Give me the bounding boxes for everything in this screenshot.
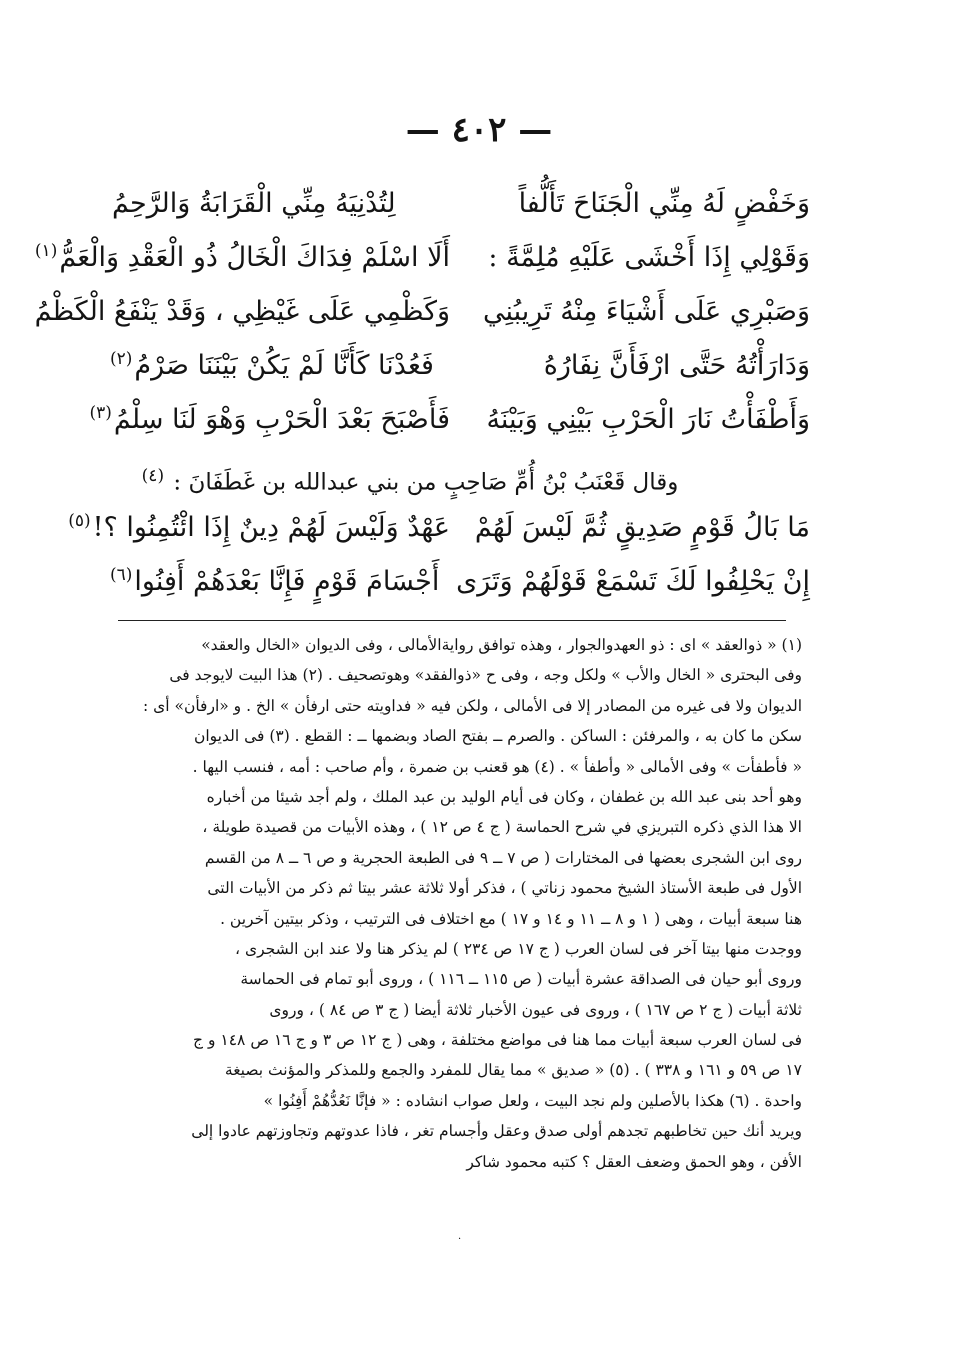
footnote-line: ثلاثة أبيات ( ج ٢ ص ١٦٧ ) ، وروى فى عيون الأخبار ثلاثة أيضا ( ج ٣ ص ٨٤ ) ، وروى <box>269 1000 802 1019</box>
verse-first-hemistich: وَصَبْرِي عَلَى أَشْيَاءَ مِنْهُ تَرِيبُنِي <box>482 295 810 327</box>
intro-text: وقال قَعْنَبُ بْنُ أُمِّ صَاحِبٍ من بني عبدالله بن غَطَفَانَ : <box>173 469 679 496</box>
verse-first-hemistich: وَدَارَأْتُهُ حَتَّى ارْفَأَنَّ نِفَارُهُ <box>543 349 810 381</box>
verse-line <box>68 500 810 554</box>
footnote-line: « فأطفأت » وفى الأمالى « وأطفأ » . (٤) هو قعنب بن ضمرة ، وأم صاحب : أمه ، فنسب اليها . <box>192 757 802 776</box>
poem-part-2 <box>68 500 810 608</box>
footnote-line: الأول فى طبعة الأستاذ الشيخ محمود زناتي ) ، فذكر أولا ثلاثة عشر بيتا ثم ذكر من الأبيات التى <box>207 879 802 898</box>
hemistich-text: أَجْسَامَ قَوْمٍ فَإِنَّا بَعْدَهُمْ أَفِنُوا <box>134 566 440 597</box>
hemistich-text: لِتُدْنِيَهُ مِنِّي الْقَرَابَةُ وَالرَّحِمُ <box>112 188 396 219</box>
footnote-line: واحدة . (٦) هكذا بالأصلين ولم نجد البيت ، ولعل صواب انشاده : « فإنَّا نَعُدُّهُمْ أَفِنُوا » <box>263 1091 802 1110</box>
verse-second-hemistich <box>34 295 450 327</box>
hemistich-text: فَأَصْبَحَ بَعْدَ الْحَرْبِ وَهْوَ لَنَا سِلْمُ <box>113 404 450 435</box>
verse-line <box>89 392 810 446</box>
verse-line <box>110 554 810 608</box>
footnote-line: (١) « ذوالعقد » اى : ذو العهدوالجوار ، وهذه توافق روايةالأمالى ، وفى الديوان «الخال والعقد» <box>201 636 802 654</box>
verse-second-hemistich <box>110 565 450 597</box>
verse-line <box>34 230 810 284</box>
print-speck: · <box>458 1234 462 1245</box>
footnote-line: الديوان ولا فى غيره من المصادر إلا فى الأمالى ، ولكن فيه « فداويته حتى ارفأن » الخ . و «ارفأن» أى : <box>142 696 802 715</box>
verse-line <box>110 338 810 392</box>
footnote-line: فى لسان العرب سبعة أبيات مما هنا فى مواضع مختلفة ، وهى ( ج ١٢ ص ٣ و ج ١٦ ص ١٤٨ و ج <box>193 1031 802 1050</box>
poem-intro <box>110 466 710 496</box>
footnote-marker: (٦) <box>110 565 133 585</box>
footnote-line: الا هذا الذي ذكره التبريزي في شرح الحماسة ( ج ٤ ص ١٢ ) ، وهذه الأبيات من قصيدة طويلة ، <box>202 818 802 837</box>
footnote-line: وهو أحد بنى عبد الله بن غطفان ، وكان فى أيام الوليد بن عبد الملك ، ولم أجد شيئا من أخباره <box>206 787 802 806</box>
footnotes <box>112 630 802 1177</box>
hemistich-text: عَهْدٌ وَلَيْسَ لَهُمْ دِينٌ إِذَا ائْتُمِنُوا ؟! <box>92 512 450 543</box>
footnote-marker: (٥) <box>68 511 91 531</box>
footnote-line: الأفن ، وهو الحمق وضعف العقل ؟ كتبه محمود شاكر <box>466 1152 802 1171</box>
footnote-divider <box>118 620 786 621</box>
footnote-line: ويريد أنك حين تخاطبهم تجدهم أولى صدق وعقل وأجسام تغر ، فاذا عدوتهم وتجاوزتهم عادوا إلى <box>191 1122 802 1141</box>
footnote-line: روى ابن الشجرى بعضها فى المختارات ( ص ٧ ــ ٩ فى الطبعة الحجرية و ص ٦ ــ ٨ من القسم <box>204 848 802 867</box>
poem-part-1 <box>34 176 810 446</box>
footnote-line: ١٧ ص ٥٩ و ١٦١ و ٣٣٨ ) . (٥) « صديق » مما يقال للمفرد والجمع وللمذكر والمؤنث بصيغة <box>224 1061 802 1080</box>
verse-first-hemistich: وَقَوْلِي إِذَا أَخْشَى عَلَيْهِ مُلِمَّةً : <box>488 241 810 273</box>
verse-second-hemistich <box>110 187 450 219</box>
verse-second-hemistich <box>34 241 450 273</box>
verse-line <box>34 284 810 338</box>
hemistich-text: وَكَظْمِي عَلَى غَيْظِي ، وَقَدْ يَنْفَعُ الْكَظْمُ <box>34 296 450 327</box>
footnote-line: هنا سبعة أبيات ، وهى ( ١ و ٨ ــ ١١ و ١٤ و ١٧ ) مع اختلاف فى الترتيب ، وذكر بيتين آخرين . <box>220 909 802 928</box>
page-number: — ٤٠٢ — <box>405 110 553 150</box>
footnote-line: ووجدت منها بيتا آخر فى لسان العرب ( ج ١٧ ص ٢٣٤ ) لم يذكر هنا ولا عند ابن الشجرى ، <box>235 939 802 958</box>
verse-first-hemistich: مَا بَالُ قَوْمٍ صَدِيقٍ ثُمَّ لَيْسَ لَهُمْ <box>474 511 810 543</box>
footnote-marker: (٤) <box>141 466 165 486</box>
hemistich-text: أَلَا اسْلَمْ فِدَاكَ الْخَالُ ذُو الْعَقْدِ وَالْعَمُّ <box>59 242 450 273</box>
footnote-marker: (٣) <box>89 403 112 423</box>
verse-first-hemistich: إِنْ يَحْلِفُوا لَكَ تَسْمَعْ قَوْلَهُمْ وَتَرَى <box>456 565 810 597</box>
verse-line <box>110 176 810 230</box>
footnote-line: وروى أبو حيان فى الصداقة عشرة أبيات ( ص ١١٥ ــ ١١٦ ) ، وروى أبو تمام فى الحماسة <box>240 970 802 989</box>
verse-second-hemistich <box>68 511 450 543</box>
verse-second-hemistich <box>110 349 450 381</box>
verse-second-hemistich <box>89 403 450 435</box>
verse-first-hemistich: وَخَفْضٍ لَهُ مِنِّي الْجَنَاحَ تَأَلُّفاً <box>518 187 810 219</box>
hemistich-text: فَعُدْنَا كَأَنَّا لَمْ يَكُنْ بَيْنَنَا صَرْمُ <box>134 350 434 381</box>
footnote-line: وفى البحترى « الخال والأب » ولكل وجه ، وفى ح «ذوالفقد» وهوتصحيف . (٢) هذا البيت لايوجد فى <box>169 666 802 685</box>
footnote-marker: (٢) <box>110 349 133 369</box>
footnote-line: سكن ما كان به ، والمرفئن : الساكن . والصرم ــ بفتح الصاد وبضمها ــ : القطع . (٣) فى الديوان <box>193 727 802 746</box>
footnote-marker: (١) <box>34 241 58 261</box>
verse-first-hemistich: وَأَطْفَأْتُ نَارَ الْحَرْبِ بَيْنِي وَبَيْنَهُ <box>486 403 810 435</box>
